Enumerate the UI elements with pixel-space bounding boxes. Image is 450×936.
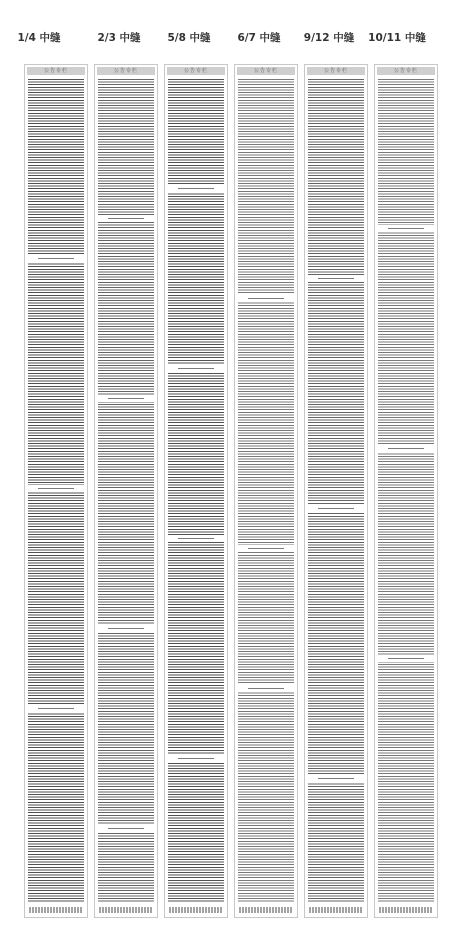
column-title-2: 2/3 中缝	[97, 32, 141, 44]
column-title-4: 6/7 中缝	[237, 32, 281, 44]
column-title-5: 9/12 中缝	[303, 32, 355, 44]
section-divider	[28, 485, 84, 492]
section-divider	[308, 505, 364, 512]
notice-strip-5	[304, 64, 368, 918]
section-divider	[378, 445, 434, 452]
strip-footer-6	[379, 907, 433, 913]
section-divider	[168, 755, 224, 762]
strip-text-6	[378, 79, 434, 903]
section-divider	[238, 685, 294, 692]
strip-text-4	[238, 79, 294, 903]
strip-footer-2	[99, 907, 153, 913]
section-divider	[98, 825, 154, 832]
strip-header-6: 公告专栏	[377, 67, 435, 75]
strip-footer-1	[29, 907, 83, 913]
section-divider	[98, 215, 154, 222]
section-divider	[168, 365, 224, 372]
strip-header-4: 公告专栏	[237, 67, 295, 75]
section-divider	[308, 775, 364, 782]
column-title-6: 10/11 中缝	[368, 32, 426, 44]
column-titles	[0, 30, 450, 56]
section-divider	[98, 625, 154, 632]
section-divider	[308, 275, 364, 282]
notice-strip-6	[374, 64, 438, 918]
strip-text-3	[168, 79, 224, 903]
strip-footer-5	[309, 907, 363, 913]
section-divider	[168, 535, 224, 542]
section-divider	[168, 185, 224, 192]
strip-footer-3	[169, 907, 223, 913]
section-divider	[28, 705, 84, 712]
column-title-3: 5/8 中缝	[167, 32, 211, 44]
strip-header-2: 公告专栏	[97, 67, 155, 75]
strip-header-3: 公告专栏	[167, 67, 225, 75]
strip-header-1: 公告专栏	[27, 67, 85, 75]
strip-footer-4	[239, 907, 293, 913]
column-title-1: 1/4 中缝	[17, 32, 61, 44]
notice-strip-1	[24, 64, 88, 918]
section-divider	[98, 395, 154, 402]
section-divider	[238, 295, 294, 302]
section-divider	[28, 255, 84, 262]
strip-header-5: 公告专栏	[307, 67, 365, 75]
notice-strip-2	[94, 64, 158, 918]
section-divider	[238, 545, 294, 552]
notice-strip-3	[164, 64, 228, 918]
section-divider	[378, 225, 434, 232]
notice-strip-4	[234, 64, 298, 918]
strip-text-2	[98, 79, 154, 903]
section-divider	[378, 655, 434, 662]
